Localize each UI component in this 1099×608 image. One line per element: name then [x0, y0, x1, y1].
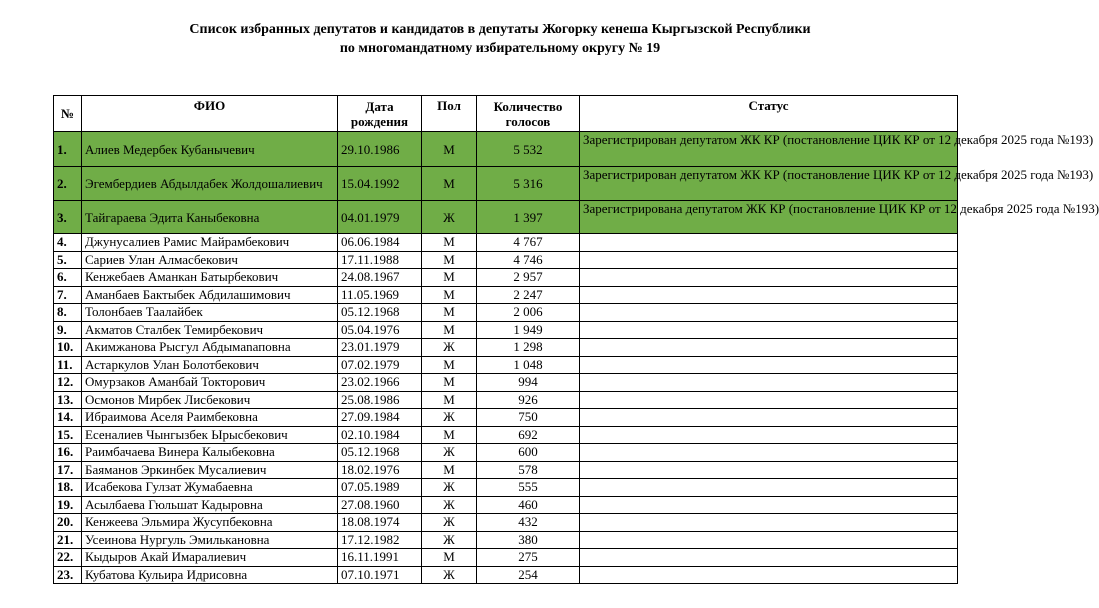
cell-birth-date: 27.08.1960: [338, 496, 422, 514]
cell-name: Асылбаева Гюльшат Кадыровна: [82, 496, 338, 514]
table-row: [54, 356, 958, 374]
column-header-name: ФИО: [82, 96, 338, 132]
cell-votes: 2 006: [477, 304, 580, 322]
cell-number: 5.: [54, 251, 82, 269]
cell-birth-date: 27.09.1984: [338, 409, 422, 427]
cell-number: 12.: [54, 374, 82, 392]
cell-status: Зарегистрирован депутатом ЖК КР (постановление ЦИК КР от 12 декабря 2025 года №193): [580, 132, 958, 167]
cell-number: 16.: [54, 444, 82, 462]
cell-status: [580, 426, 958, 444]
cell-gender: Ж: [422, 409, 477, 427]
cell-status: [580, 479, 958, 497]
table-row: [54, 251, 958, 269]
cell-number: 14.: [54, 409, 82, 427]
column-header-votes: Количество голосов: [477, 96, 580, 132]
elected-deputy-row: [54, 132, 958, 167]
cell-birth-date: 11.05.1969: [338, 286, 422, 304]
cell-gender: Ж: [422, 496, 477, 514]
cell-number: 9.: [54, 321, 82, 339]
cell-gender: М: [422, 321, 477, 339]
table-row: [54, 304, 958, 322]
cell-number: 19.: [54, 496, 82, 514]
cell-gender: М: [422, 234, 477, 252]
cell-status: [580, 286, 958, 304]
cell-name: Алиев Медербек Кубанычевич: [82, 132, 338, 167]
cell-birth-date: 25.08.1986: [338, 391, 422, 409]
cell-votes: 4 767: [477, 234, 580, 252]
cell-name: Эгембердиев Абдылдабек Жолдошалиевич: [82, 167, 338, 201]
cell-name: Тайгараева Эдита Каныбековна: [82, 201, 338, 234]
table-row: [54, 461, 958, 479]
cell-gender: М: [422, 374, 477, 392]
cell-name: Есеналиев Чынгызбек Ырысбекович: [82, 426, 338, 444]
cell-votes: 432: [477, 514, 580, 532]
cell-gender: Ж: [422, 566, 477, 584]
cell-status: [580, 251, 958, 269]
cell-gender: М: [422, 132, 477, 167]
cell-votes: 1 949: [477, 321, 580, 339]
table-row: [54, 409, 958, 427]
table-row: [54, 514, 958, 532]
cell-name: Кыдыров Акай Имаралиевич: [82, 549, 338, 567]
title-line-1: Список избранных депутатов и кандидатов в депутаты Жогорку кенеша Кыргызской Республики: [189, 22, 811, 37]
table-row: [54, 479, 958, 497]
cell-birth-date: 07.10.1971: [338, 566, 422, 584]
cell-votes: 926: [477, 391, 580, 409]
elected-deputy-row: [54, 201, 958, 234]
cell-name: Раимбачаева Винера Калыбековна: [82, 444, 338, 462]
cell-votes: 1 298: [477, 339, 580, 357]
table-row: [54, 339, 958, 357]
cell-number: 17.: [54, 461, 82, 479]
cell-votes: 254: [477, 566, 580, 584]
cell-status: Зарегистрирована депутатом ЖК КР (постановление ЦИК КР от 12 декабря 2025 года №193): [580, 201, 958, 234]
cell-birth-date: 17.12.1982: [338, 531, 422, 549]
cell-name: Кубатова Кульира Идрисовна: [82, 566, 338, 584]
table-row: [54, 496, 958, 514]
table-row: [54, 286, 958, 304]
cell-birth-date: 07.05.1989: [338, 479, 422, 497]
cell-birth-date: 18.02.1976: [338, 461, 422, 479]
cell-status: [580, 444, 958, 462]
cell-number: 20.: [54, 514, 82, 532]
table-row: [54, 549, 958, 567]
table-row: [54, 444, 958, 462]
cell-birth-date: 02.10.1984: [338, 426, 422, 444]
cell-status: [580, 409, 958, 427]
cell-votes: 2 957: [477, 269, 580, 287]
cell-birth-date: 23.01.1979: [338, 339, 422, 357]
cell-status: [580, 374, 958, 392]
cell-gender: М: [422, 391, 477, 409]
cell-gender: Ж: [422, 201, 477, 234]
cell-gender: Ж: [422, 444, 477, 462]
cell-number: 10.: [54, 339, 82, 357]
cell-name: Баяманов Эркинбек Мусалиевич: [82, 461, 338, 479]
cell-number: 22.: [54, 549, 82, 567]
cell-birth-date: 15.04.1992: [338, 167, 422, 201]
cell-status: [580, 234, 958, 252]
cell-gender: М: [422, 426, 477, 444]
table-row: [54, 374, 958, 392]
cell-birth-date: 24.08.1967: [338, 269, 422, 287]
cell-number: 3.: [54, 201, 82, 234]
cell-number: 23.: [54, 566, 82, 584]
cell-status: Зарегистрирован депутатом ЖК КР (постановление ЦИК КР от 12 декабря 2025 года №193): [580, 167, 958, 201]
table-row: [54, 566, 958, 584]
column-header-status: Статус: [580, 96, 958, 132]
cell-birth-date: 04.01.1979: [338, 201, 422, 234]
cell-votes: 4 746: [477, 251, 580, 269]
cell-number: 2.: [54, 167, 82, 201]
cell-status: [580, 269, 958, 287]
cell-votes: 692: [477, 426, 580, 444]
table-body: [54, 132, 1099, 584]
cell-gender: М: [422, 286, 477, 304]
cell-name: Ибраимова Аселя Раимбековна: [82, 409, 338, 427]
table-row: [54, 269, 958, 287]
cell-votes: 380: [477, 531, 580, 549]
cell-votes: 2 247: [477, 286, 580, 304]
cell-votes: 5 316: [477, 167, 580, 201]
cell-birth-date: 05.12.1968: [338, 304, 422, 322]
column-header-number: №: [54, 96, 82, 132]
cell-gender: М: [422, 167, 477, 201]
cell-status: [580, 549, 958, 567]
table-row: [54, 321, 958, 339]
cell-gender: Ж: [422, 479, 477, 497]
document-title: [0, 20, 1000, 58]
cell-birth-date: 17.11.1988: [338, 251, 422, 269]
cell-name: Джунусалиев Рамис Майрамбекович: [82, 234, 338, 252]
cell-gender: М: [422, 251, 477, 269]
table-row: [54, 391, 958, 409]
table-row: [54, 234, 958, 252]
cell-gender: Ж: [422, 514, 477, 532]
cell-number: 4.: [54, 234, 82, 252]
cell-number: 21.: [54, 531, 82, 549]
cell-number: 7.: [54, 286, 82, 304]
cell-name: Сариев Улан Алмасбекович: [82, 251, 338, 269]
cell-number: 15.: [54, 426, 82, 444]
cell-votes: 750: [477, 409, 580, 427]
cell-status: [580, 304, 958, 322]
cell-name: Акматов Сталбек Темирбекович: [82, 321, 338, 339]
cell-status: [580, 461, 958, 479]
cell-gender: Ж: [422, 339, 477, 357]
cell-birth-date: 07.02.1979: [338, 356, 422, 374]
elected-deputy-row: [54, 167, 958, 201]
cell-name: Аманбаев Бактыбек Абдилашимович: [82, 286, 338, 304]
cell-gender: М: [422, 356, 477, 374]
cell-votes: 600: [477, 444, 580, 462]
cell-birth-date: 18.08.1974: [338, 514, 422, 532]
cell-number: 6.: [54, 269, 82, 287]
cell-status: [580, 321, 958, 339]
cell-name: Исабекова Гулзат Жумабаевна: [82, 479, 338, 497]
cell-status: [580, 514, 958, 532]
table-header-row: [54, 96, 958, 132]
cell-birth-date: 23.02.1966: [338, 374, 422, 392]
table-row: [54, 426, 958, 444]
cell-votes: 994: [477, 374, 580, 392]
cell-status: [580, 566, 958, 584]
candidates-table: [53, 95, 1099, 584]
cell-status: [580, 339, 958, 357]
cell-votes: 460: [477, 496, 580, 514]
cell-votes: 1 397: [477, 201, 580, 234]
cell-votes: 275: [477, 549, 580, 567]
cell-gender: М: [422, 549, 477, 567]
cell-gender: М: [422, 461, 477, 479]
cell-birth-date: 05.12.1968: [338, 444, 422, 462]
cell-number: 18.: [54, 479, 82, 497]
table-row: [54, 531, 958, 549]
cell-number: 8.: [54, 304, 82, 322]
cell-status: [580, 391, 958, 409]
cell-name: Осмонов Мирбек Лисбекович: [82, 391, 338, 409]
cell-number: 11.: [54, 356, 82, 374]
cell-number: 1.: [54, 132, 82, 167]
cell-gender: М: [422, 304, 477, 322]
cell-votes: 5 532: [477, 132, 580, 167]
cell-birth-date: 06.06.1984: [338, 234, 422, 252]
cell-name: Акимжанова Рысгул Абдымanаповна: [82, 339, 338, 357]
cell-votes: 578: [477, 461, 580, 479]
cell-name: Усеинова Нургуль Эмилькановна: [82, 531, 338, 549]
title-line-2: по многомандатному избирательному округу № 19: [339, 41, 661, 56]
column-header-gender: Пол: [422, 96, 477, 132]
cell-name: Омурзаков Аманбай Токторович: [82, 374, 338, 392]
cell-gender: Ж: [422, 531, 477, 549]
cell-birth-date: 16.11.1991: [338, 549, 422, 567]
cell-name: Кенжебаев Аманкан Батырбекович: [82, 269, 338, 287]
cell-birth-date: 05.04.1976: [338, 321, 422, 339]
cell-name: Толонбаев Таалайбек: [82, 304, 338, 322]
cell-name: Кенжеева Эльмира Жусупбековна: [82, 514, 338, 532]
column-header-birth-date: Дата рождения: [338, 96, 422, 132]
cell-name: Астаркулов Улан Болотбекович: [82, 356, 338, 374]
cell-gender: М: [422, 269, 477, 287]
cell-birth-date: 29.10.1986: [338, 132, 422, 167]
cell-status: [580, 356, 958, 374]
cell-votes: 1 048: [477, 356, 580, 374]
cell-number: 13.: [54, 391, 82, 409]
cell-status: [580, 496, 958, 514]
cell-votes: 555: [477, 479, 580, 497]
cell-status: [580, 531, 958, 549]
